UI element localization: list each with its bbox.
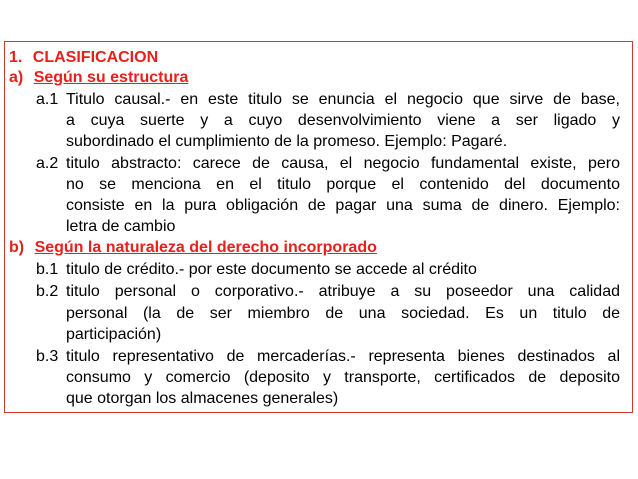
item-a2-text-3: consiste en la pura obligación de pagar una suma de dinero. Ejemplo: [66,197,620,214]
subsection-b-title: Según la naturaleza del derecho incorporado [34,239,377,256]
item-a2-line1 [36,153,620,174]
item-b1-label: b.1 [36,261,59,278]
item-a1-line1 [36,89,620,110]
item-a2-line3 [66,195,620,216]
item-b2-text-1: titulo personal o corporativo.- atribuye a su poseedor una calidad [66,283,620,300]
item-a1-text-2: a cuya suerte y a cuyo desenvolvimiento viene a ser ligado y [66,112,620,129]
item-b1-text-1: titulo de crédito.- por este documento se accede al crédito [66,261,477,278]
item-b2-line2 [66,303,620,324]
item-b1-line1 [36,259,477,280]
item-a1-text-1: Titulo causal.- en este titulo se enuncia el negocio que sirve de base, [66,91,620,108]
item-a1-line2 [66,110,620,131]
item-b2-text-2: personal (la de ser miembro de una sociedad. Es un titulo de [66,305,620,322]
heading-title: CLASIFICACION [32,49,159,66]
subsection-a-title: Según su estructura [33,69,189,86]
section-heading [9,47,158,68]
item-b3-line1 [36,346,620,367]
item-a1-label: a.1 [36,91,59,108]
item-b3-text-1: titulo representativo de mercaderías.- representa bienes destinados al [66,348,620,365]
item-b2-label: b.2 [36,283,59,300]
subsection-a-heading [9,67,188,88]
item-b3-line2 [66,367,620,388]
item-b2-text-3: participación) [66,326,162,343]
subsection-b-letter: b) [9,239,25,256]
heading-number: 1. [9,49,23,66]
item-a2-label: a.2 [36,155,59,172]
item-a1-line3 [66,131,507,152]
subsection-a-letter: a) [9,69,24,86]
item-b3-text-2: consumo y comercio (deposito y transporte, certificados de deposito [66,369,620,386]
item-a2-text-2: no se menciona en el titulo porque el contenido del documento [66,176,620,193]
item-a1-text-3: subordinado el cumplimiento de la promeso. Ejemplo: Pagaré. [66,133,508,150]
item-b3-text-3: que otorgan los almacenes generales) [66,390,339,407]
item-b3-line3 [66,388,338,409]
item-a2-text-4: letra de cambio [66,218,176,235]
item-b3-label: b.3 [36,348,59,365]
item-b2-line1 [36,281,620,302]
item-b2-line3 [66,324,161,345]
item-a2-text-1: titulo abstracto: carece de causa, el negocio fundamental existe, pero [66,155,620,172]
subsection-b-heading [9,237,377,258]
item-a2-line4 [66,216,175,237]
item-a2-line2 [66,174,620,195]
